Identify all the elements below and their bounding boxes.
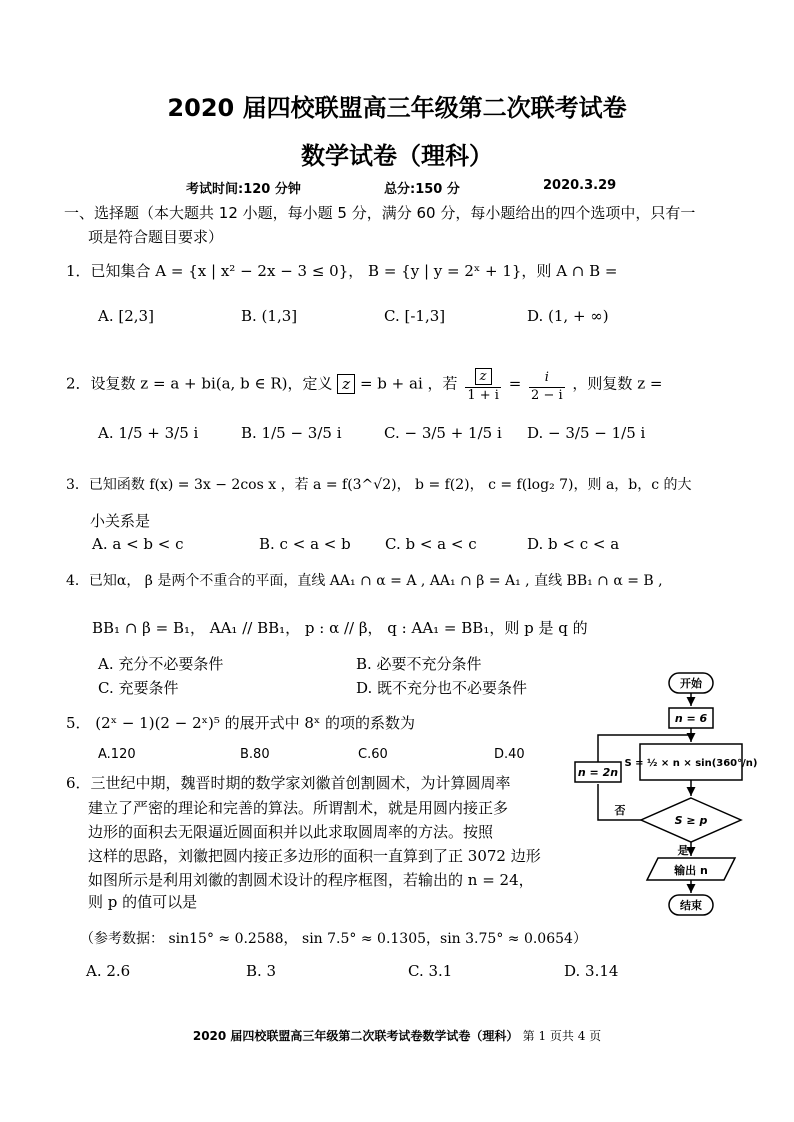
flowchart-end-label: 结束 — [680, 899, 702, 912]
question-2-option-a: A. 1/5 + 3/5 i — [98, 424, 199, 442]
question-2-frac1-den: 1 + i — [467, 388, 499, 403]
question-6-option-c: C. 3.1 — [408, 962, 453, 980]
question-6-line-5: 如图所示是利用刘徽的割圆术设计的程序框图，若输出的 n = 24， — [88, 871, 534, 889]
question-1-option-b: B. (1,3] — [241, 307, 298, 325]
section-heading-line1: 一、选择题（本大题共 12 小题，每小题 5 分，满分 60 分，每小题给出的四个选项中，只有一 — [64, 204, 696, 222]
exam-title: 2020 届四校联盟高三年级第二次联考试卷 — [167, 94, 627, 122]
question-6-line-4: 这样的思路，刘徽把圆内接正多边形的面积一直算到了正 3072 边形 — [88, 847, 541, 865]
flowchart-condition-label: S ≥ p — [674, 814, 708, 827]
question-4-option-a: A. 充分不必要条件 — [98, 655, 224, 673]
question-2-equals: = — [508, 374, 522, 393]
exam-time: 考试时间:120 分钟 — [186, 182, 301, 197]
question-3-option-d: D. b < c < a — [527, 535, 620, 553]
question-2-frac2-den: 2 − i — [531, 387, 563, 403]
question-6-option-a: A. 2.6 — [86, 962, 131, 980]
question-4-stem-line1: 4．已知α， β 是两个不重合的平面，直线 AA₁ ∩ α = A , AA₁ ∩ β = A₁ , 直线 BB₁ ∩ α = B , — [66, 573, 663, 589]
question-6-line-3: 边形的面积去无限逼近圆面积并以此求取圆周率的方法。按照 — [88, 823, 494, 841]
question-4-option-c: C. 充要条件 — [98, 679, 179, 697]
question-2-conj-box: z — [337, 374, 355, 394]
flowchart-output-label: 输出 n — [674, 864, 708, 877]
section-heading-line2: 项是符合题目要求） — [88, 228, 224, 246]
question-3-option-a: A. a < b < c — [92, 535, 184, 553]
page-footer — [0, 1027, 794, 1044]
question-6-line-1: 6．三世纪中期，魏晋时期的数学家刘徽首创割圆术，为计算圆周率 — [66, 774, 511, 792]
flowchart-yes-label: 是 — [677, 844, 689, 857]
question-1-stem: 1．已知集合 A = {x | x² − 2x − 3 ≤ 0}， B = {y | y = 2ˣ + 1}，则 A ∩ B = — [66, 262, 618, 280]
question-6-line-6: 则 p 的值可以是 — [88, 893, 198, 911]
flowchart-start-label: 开始 — [680, 677, 702, 690]
question-5-option-d: D.40 — [494, 747, 525, 762]
question-2-option-c: C. − 3/5 + 1/5 i — [384, 424, 502, 442]
question-6-line-2: 建立了严密的理论和完善的算法。所谓割术，就是用圆内接正多 — [88, 799, 509, 817]
question-3-option-b: B. c < a < b — [259, 535, 351, 553]
question-4-option-d: D. 既不充分也不必要条件 — [356, 679, 528, 697]
question-2-option-d: D. − 3/5 − 1/5 i — [527, 424, 646, 442]
flowchart-compute-label: S = ½ × n × sin(360°/n) — [624, 758, 758, 769]
question-2-stem-part2: = b + ai ，若 — [359, 374, 458, 393]
question-2-frac1-num: z — [475, 368, 492, 385]
question-2-frac2-num: i — [544, 369, 549, 385]
total-score: 总分:150 分 — [384, 182, 460, 197]
question-1-option-c: C. [-1,3] — [384, 307, 446, 325]
footer-title: 2020 届四校联盟高三年级第二次联考试卷数学试卷（理科） — [192, 1029, 519, 1043]
question-5-option-c: C.60 — [358, 747, 388, 762]
question-3-stem-line2: 小关系是 — [90, 512, 151, 530]
flowchart-no-label: 否 — [614, 804, 626, 817]
exam-date: 2020.3.29 — [543, 178, 617, 193]
question-2-stem-part1: 2．设复数 z = a + bi(a, b ∈ R)，定义 — [66, 374, 333, 393]
question-5-option-a: A.120 — [98, 747, 136, 762]
question-4-option-b: B. 必要不充分条件 — [356, 655, 482, 673]
question-1-option-a: A. [2,3] — [98, 307, 154, 325]
question-6-option-d: D. 3.14 — [564, 962, 619, 980]
exam-subtitle: 数学试卷（理科） — [301, 142, 493, 170]
question-5-stem: 5． (2ˣ − 1)(2 − 2ˣ)⁵ 的展开式中 8ˣ 的项的系数为 — [66, 714, 416, 732]
question-6-option-b: B. 3 — [246, 962, 277, 980]
question-3-stem-line1: 3．已知函数 f(x) = 3x − 2cos x ，若 a = f(3^√2)， b = f(2)， c = f(log₂ 7)，则 a，b，c 的大 — [66, 477, 692, 493]
question-2-stem-part3: ，则复数 z = — [572, 374, 663, 393]
footer-page-number: 第 1 页共 4 页 — [522, 1029, 602, 1043]
flowchart-update-label: n = 2n — [577, 766, 619, 779]
question-6-reference-data: （参考数据： sin15° ≈ 0.2588， sin 7.5° ≈ 0.1305，sin 3.75° ≈ 0.0654） — [80, 931, 587, 947]
question-2-option-b: B. 1/5 − 3/5 i — [241, 424, 342, 442]
question-4-stem-line2: BB₁ ∩ β = B₁， AA₁ // BB₁， p : α // β， q : AA₁ = BB₁，则 p 是 q 的 — [92, 619, 588, 637]
question-3-option-c: C. b < a < c — [385, 535, 477, 553]
flowchart-init-label: n = 6 — [674, 712, 708, 725]
question-5-option-b: B.80 — [240, 747, 270, 762]
question-1-option-d: D. (1, + ∞) — [527, 307, 609, 325]
